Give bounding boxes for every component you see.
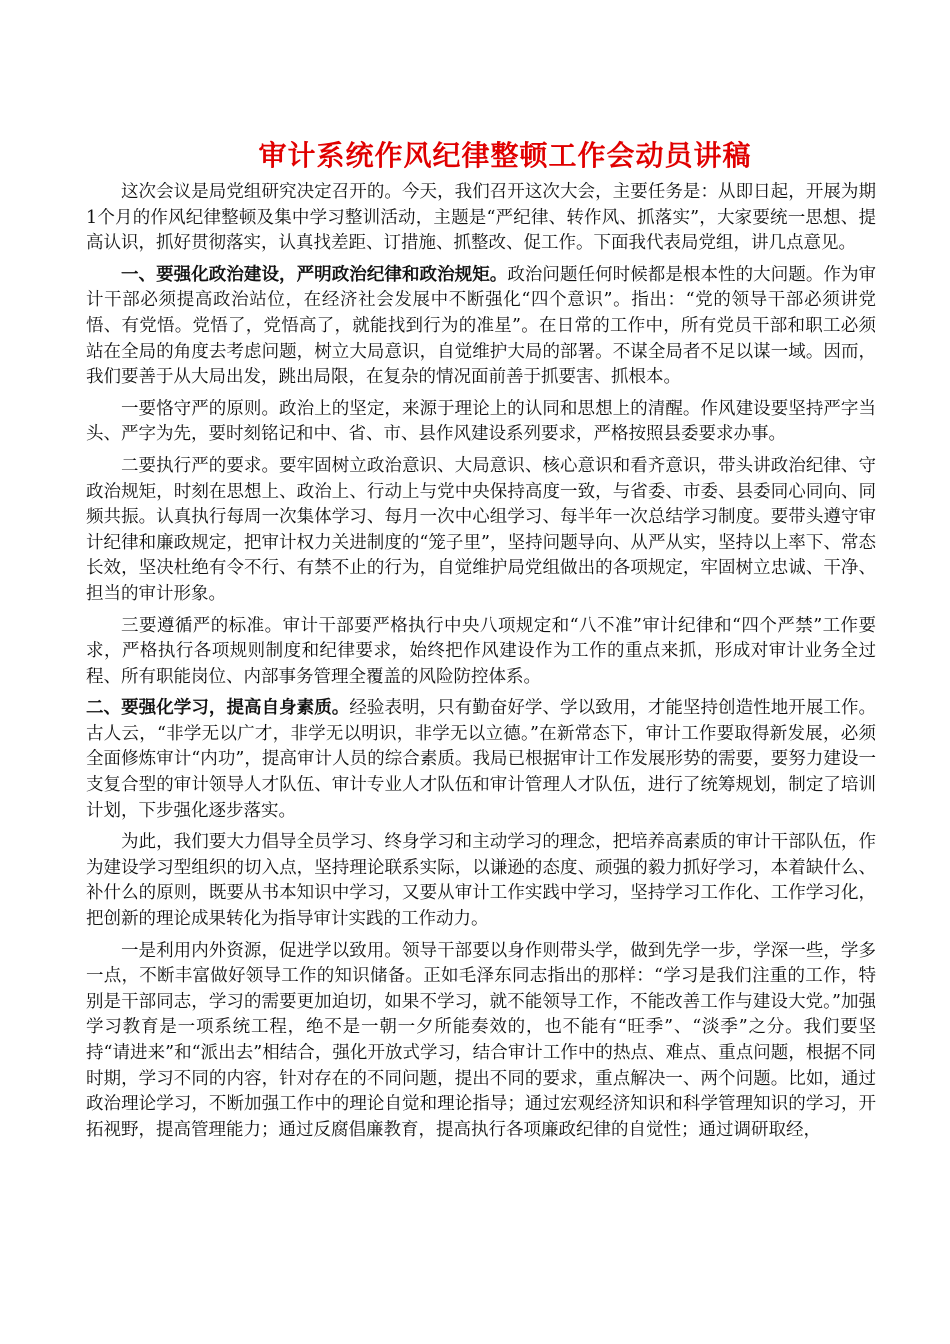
paragraph-section-2 xyxy=(86,696,876,824)
paragraph-text: 政治问题任何时候都是根本性的大问题。作为审计干部必须提高政治站位，在经济社会发展中不断强化“四个意识”。指出：“党的领导干部必须讲党悟、有党悟。党悟了，党悟高了，就能找到行为的准星”。在日常的工作中，所有党员干部和职工必须站在全局的角度去考虑问题，树立大局意识，自觉维护大局的部署。不谋全局者不足以谋一域。因而，我们要善于从大局出发，跳出局限，在复杂的情况面前善于抓要害、抓根本。 xyxy=(86,264,877,388)
paragraph-text: 这次会议是局党组研究决定召开的。今天，我们召开这次大会，主要任务是：从即日起，开展为期1个月的作风纪律整顿及集中学习整训活动，主题是“严纪律、转作风、抓落实”，大家要统一思想、提高认识，抓好贯彻落实，认真找差距、订措施、抓整改、促工作。下面我代表局党组，讲几点意见。 xyxy=(86,182,876,254)
paragraph-item-1 xyxy=(86,397,876,448)
paragraph-item-2 xyxy=(86,454,876,608)
paragraph-intro xyxy=(86,180,876,257)
paragraph-text: 一要恪守严的原则。政治上的坚定，来源于理论上的认同和思想上的清醒。作风建设要坚持严字当头、严字为先，要时刻铭记和中、省、市、县作风建设系列要求，严格按照县委要求办事。 xyxy=(86,398,876,445)
paragraph-text: 三要遵循严的标准。审计干部要严格执行中央八项规定和“八不准”审计纪律和“四个严禁”工作要求，严格执行各项规则制度和纪律要求，始终把作风建设作为工作的重点来抓，形成对审计业务全过程、所有职能岗位、内部事务管理全覆盖的风险防控体系。 xyxy=(86,615,876,687)
paragraph-learning xyxy=(86,830,876,932)
paragraph-text: 为此，我们要大力倡导全员学习、终身学习和主动学习的理念，把培养高素质的审计干部队伍，作为建设学习型组织的切入点，坚持理论联系实际，以谦逊的态度、顽强的毅力抓好学习，本着缺什么、补什么的原则，既要从书本知识中学习，又要从审计工作实践中学习，坚持学习工作化、工作学习化，把创新的理论成果转化为指导审计实践的工作动力。 xyxy=(86,832,876,930)
paragraph-item-3 xyxy=(86,614,876,691)
paragraph-section-1 xyxy=(86,263,876,391)
paragraph-text: 经验表明，只有勤奋好学、学以致用，才能坚持创造性地开展工作。古人云，“非学无以广才，非学无以明识，非学无以立德。”在新常态下，审计工作要取得新发展，必须全面修炼审计“内功”，提高审计人员的综合素质。我局已根据审计工作发展形势的需要，要努力建设一支复合型的审计领导人才队伍、审计专业人才队伍和审计管理人才队伍，进行了统筹规划，制定了培训计划，下步强化逐步落实。 xyxy=(86,698,877,821)
paragraph-text: 一是利用内外资源，促进学以致用。领导干部要以身作则带头学，做到先学一步，学深一些，学多一点，不断丰富做好领导工作的知识储备。正如毛泽东同志指出的那样：“学习是我们注重的工作，特别是干部同志，学习的需要更加迫切，如果不学习，就不能领导工作，不能改善工作与建设大党。”加强学习教育是一项系统工程，绝不是一朝一夕所能奏效的，也不能有“旺季”、“淡季”之分。我们要坚持“请进来”和“派出去”相结合，强化开放式学习，结合审计工作中的热点、难点、重点问题，根据不同时期，学习不同的内容，针对存在的不同问题，提出不同的要求，重点解决一、两个问题。比如，通过政治理论学习，不断加强工作中的理论自觉和理论指导；通过宏观经济知识和科学管理知识的学习，开拓视野，提高管理能力；通过反腐倡廉教育，提高执行各项廉政纪律的自觉性；通过调研取经， xyxy=(86,940,876,1140)
section-heading: 二、要强化学习，提高自身素质。 xyxy=(86,698,350,719)
document-body xyxy=(86,180,876,1143)
paragraph-text: 二要执行严的要求。要牢固树立政治意识、大局意识、核心意识和看齐意识，带头讲政治纪律、守政治规矩，时刻在思想上、政治上、行动上与党中央保持高度一致，与省委、市委、县委同心同向、同频共振。认真执行每周一次集体学习、每月一次中心组学习、每半年一次总结学习制度。要带头遵守审计纪律和廉政规定，把审计权力关进制度的“笼子里”，坚持问题导向、从严从实，坚持以上率下、常态长效，坚决杜绝有令不行、有禁不止的行为，自觉维护局党组做出的各项规定，牢固树立忠诚、干净、担当的审计形象。 xyxy=(86,455,876,604)
document-title: 审计系统作风纪律整顿工作会动员讲稿 xyxy=(258,139,752,172)
paragraph-resources xyxy=(86,939,876,1144)
section-heading: 一、要强化政治建设，严明政治纪律和政治规矩。 xyxy=(121,264,508,285)
